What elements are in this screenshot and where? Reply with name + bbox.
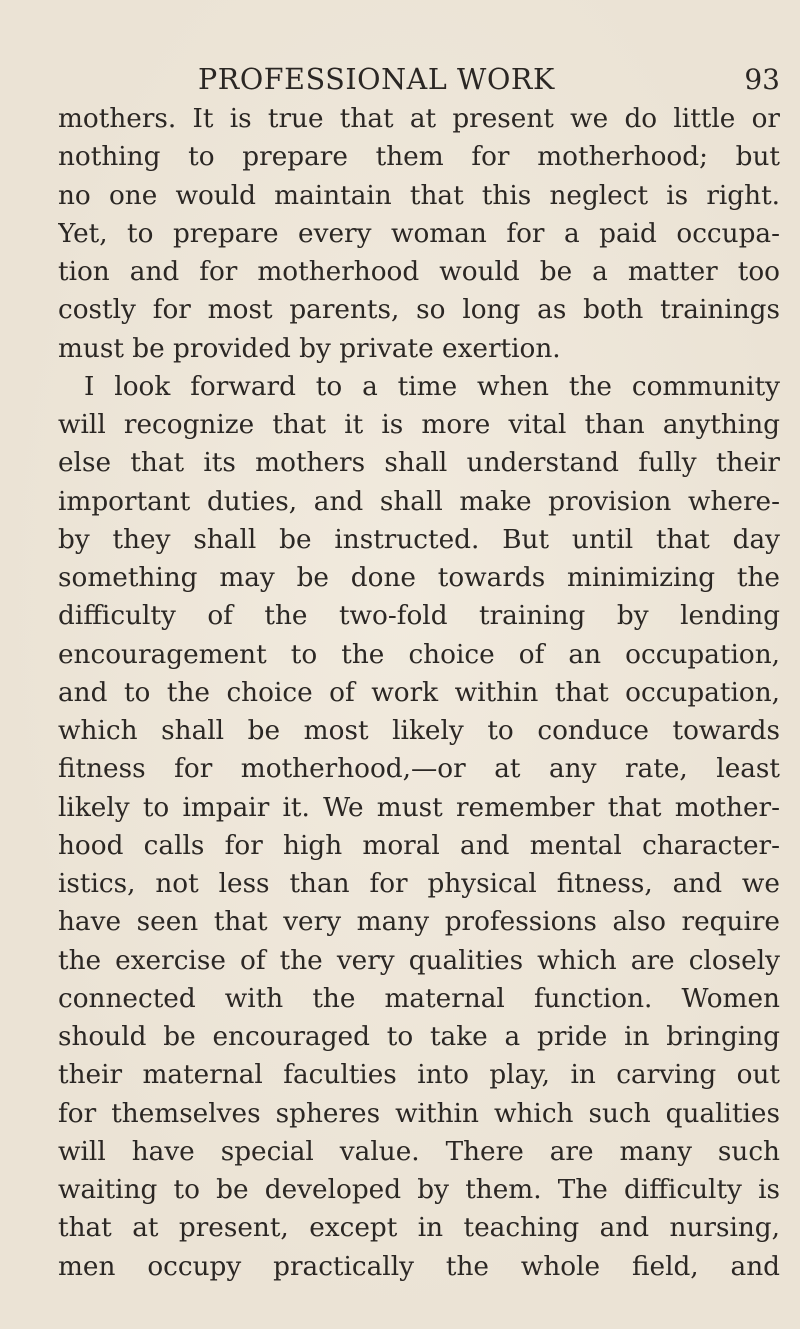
text-line: Yet, to prepare every woman for a paid occupa- (58, 218, 780, 249)
text-line: waiting to be developed by them. The difficulty is (58, 1175, 780, 1205)
text-line: difficulty of the two-fold training by lending (58, 601, 780, 632)
text-line: fitness for motherhood,—or at any rate, least (58, 754, 780, 785)
text-line: for themselves spheres within which such qualities (58, 1098, 780, 1129)
text-line: no one would maintain that this neglect is right. (58, 180, 780, 211)
text-line: that at present, except in teaching and nursing, (58, 1213, 780, 1244)
text-line: likely to impair it. We must remember that mother- (58, 792, 780, 823)
text-line: something may be done towards minimizing the (58, 563, 780, 593)
text-line: their maternal faculties into play, in carving out (58, 1060, 780, 1091)
running-header (60, 60, 780, 100)
text-line: costly for most parents, so long as both trainings (58, 295, 780, 326)
text-line: nothing to prepare them for motherhood; but (58, 142, 780, 173)
text-line: will recognize that it is more vital than anything (58, 410, 780, 440)
text-line: must be provided by private exertion. (58, 333, 561, 364)
text-line: istics, not less than for physical fitness, and we (58, 869, 780, 899)
running-title: PROFESSIONAL WORK (198, 63, 555, 96)
text-line: which shall be most likely to conduce towards (58, 716, 780, 746)
text-line: the exercise of the very qualities which are closely (58, 945, 780, 976)
text-line: tion and for motherhood would be a matter too (58, 257, 780, 287)
text-line: have seen that very many professions also require (58, 907, 780, 938)
text-line: and to the choice of work within that occupation, (58, 677, 780, 708)
text-line: by they shall be instructed. But until that day (58, 524, 780, 555)
text-line: connected with the maternal function. Women (58, 983, 780, 1014)
text-line: hood calls for high moral and mental character- (58, 830, 780, 861)
text-line: important duties, and shall make provision where- (58, 486, 780, 517)
text-line: men occupy practically the whole field, and (58, 1251, 780, 1282)
text-line: should be encouraged to take a pride in bringing (58, 1022, 780, 1052)
body-text (58, 100, 780, 1286)
text-line: I look forward to a time when the community (84, 371, 780, 402)
text-line: mothers. It is true that at present we do little or (58, 104, 780, 134)
page-number: 93 (744, 63, 780, 96)
text-line: else that its mothers shall understand fully their (58, 448, 780, 479)
text-line: will have special value. There are many such (58, 1136, 780, 1167)
text-line: encouragement to the choice of an occupation, (58, 639, 780, 670)
